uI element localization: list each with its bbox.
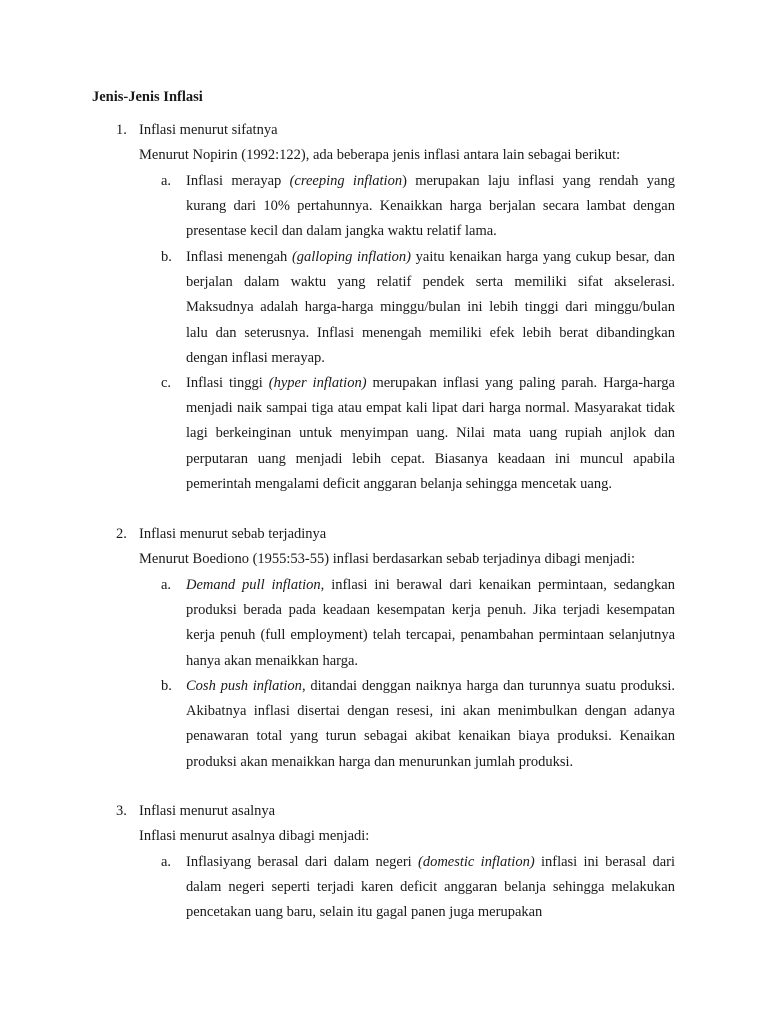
- item-text-after: yaitu kenaikan harga yang cukup besar, dan berjalan dalam waktu yang relatif pendek serta memiliki sifat akselerasi. Maksudnya adalah harga-harga minggu/bulan ini lebih tinggi dari minggu/bulan lalu dan seterusnya. Inflasi menengah memiliki efek lebih berat dibandingkan dengan inflasi merayap.: [186, 249, 675, 366]
- item-letter: b.: [161, 678, 172, 694]
- section-intro: Inflasi menurut asalnya dibagi menjadi:: [139, 828, 370, 844]
- item-letter: a.: [161, 577, 172, 593]
- item-text-italic: (galloping inflation): [291, 249, 411, 265]
- item-text-italic: (creeping inflation: [289, 173, 403, 189]
- item-text: [186, 573, 675, 674]
- item-text-italic: Cosh push inflation: [186, 678, 302, 694]
- item-letter: c.: [161, 375, 172, 391]
- section-intro: Menurut Nopirin (1992:122), ada beberapa jenis inflasi antara lain sebagai berikut:: [139, 147, 621, 163]
- item-text-before: Inflasi tinggi: [186, 375, 269, 391]
- item-text: [186, 371, 675, 497]
- item-letter: a.: [161, 173, 172, 189]
- item-text-before: Inflasi merayap: [186, 173, 290, 189]
- section-number: 1.: [116, 122, 127, 138]
- section-heading: Inflasi menurut sifatnya: [139, 122, 278, 138]
- item-text-italic: (domestic inflation): [418, 854, 535, 870]
- item-letter: b.: [161, 249, 172, 265]
- item-text: [186, 169, 675, 245]
- item-text-italic: (hyper inflation): [268, 375, 367, 391]
- section-number: 2.: [116, 526, 127, 542]
- item-text: [186, 674, 675, 775]
- section-heading: Inflasi menurut sebab terjadinya: [139, 526, 327, 542]
- item-letter: a.: [161, 854, 172, 870]
- section-heading: Inflasi menurut asalnya: [139, 803, 276, 819]
- item-text-after: merupakan inflasi yang paling parah. Harga-harga menjadi naik sampai tiga atau empat kali lipat dari harga normal. Masyarakat tidak lagi berkeinginan untuk menyimpan uang. Nilai mata uang rupiah anjlok dan perputaran uang menjadi lebih cepat. Biasanya keadaan ini muncul apabila pemerintah mengalami deficit anggaran belanja sehingga mencetak uang.: [186, 375, 675, 492]
- document-title: Jenis-Jenis Inflasi: [92, 89, 203, 105]
- item-text: [186, 245, 675, 371]
- item-text-after: , inflasi ini berawal dari kenaikan permintaan, sedangkan produksi berada pada keadaan kesempatan kerja penuh. Jika terjadi kesempatan kerja penuh (full employment) telah tercapai, penambahan permintaan selanjutnya hanya akan menaikkan harga.: [186, 577, 675, 669]
- section-number: 3.: [116, 803, 127, 819]
- item-text-italic: Demand pull inflation: [186, 577, 321, 593]
- item-text-after: ) merupakan laju inflasi yang rendah yang kurang dari 10% pertahunnya. Kenaikkan harga berjalan secara lambat dengan presentase kecil dan dalam jangka waktu relatif lama.: [186, 173, 675, 240]
- item-text-after: inflasi ini berasal dari dalam negeri seperti terjadi karen deficit anggaran belanja sehingga melakukan pencetakan uang baru, selain itu gagal panen juga merupakan: [186, 854, 676, 921]
- item-text: [186, 850, 675, 926]
- item-text-before: Inflasiyang berasal dari dalam negeri: [186, 854, 418, 870]
- item-text-after: , ditandai denggan naiknya harga dan turunnya suatu produksi. Akibatnya inflasi disertai dengan resesi, ini akan menimbulkan dengan adanya penawaran total yang turun sebagai akibat kenaikan biaya produksi. Kenaikan produksi akan menaikkan harga dan menurunkan jumlah produksi.: [186, 678, 675, 770]
- section-intro: Menurut Boediono (1955:53-55) inflasi berdasarkan sebab terjadinya dibagi menjadi:: [139, 551, 636, 567]
- item-text-before: Inflasi menengah: [186, 249, 292, 265]
